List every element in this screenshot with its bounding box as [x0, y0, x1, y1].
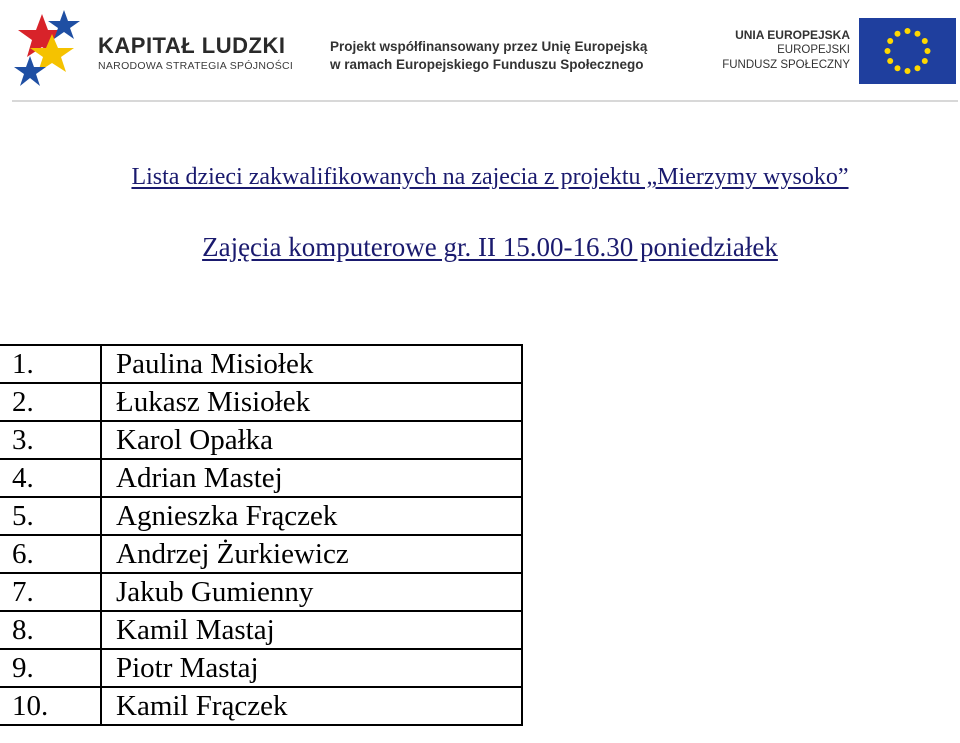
participant-name: Andrzej Żurkiewicz	[101, 535, 522, 573]
project-funding-line-2: w ramach Europejskiego Funduszu Społecznego	[330, 57, 644, 72]
row-number: 7.	[0, 573, 101, 611]
participant-name: Agnieszka Frączek	[101, 497, 522, 535]
document-subtitle: Zajęcia komputerowe gr. II 15.00-16.30 poniedziałek	[202, 232, 778, 262]
row-number: 5.	[0, 497, 101, 535]
participant-name: Piotr Mastaj	[101, 649, 522, 687]
eu-line-3: FUNDUSZ SPOŁECZNY	[722, 59, 850, 71]
document-title: Lista dzieci zakwalifikowanych na zajecia z projektu „Mierzymy wysoko”	[131, 164, 849, 190]
table-row	[0, 573, 522, 611]
table-row	[0, 497, 522, 535]
participant-name: Kamil Frączek	[101, 687, 522, 725]
project-funding-line-1: Projekt współfinansowany przez Unię Europejską	[330, 39, 648, 54]
participants-table	[0, 344, 523, 726]
table-row	[0, 611, 522, 649]
row-number: 9.	[0, 649, 101, 687]
table-row	[0, 383, 522, 421]
eu-line-2: EUROPEJSKI	[777, 44, 850, 56]
eu-flag-icon	[859, 18, 956, 84]
participant-name: Jakub Gumienny	[101, 573, 522, 611]
row-number: 6.	[0, 535, 101, 573]
eu-line-1: UNIA EUROPEJSKA	[735, 28, 850, 42]
table-row	[0, 687, 522, 725]
participant-name: Adrian Mastej	[101, 459, 522, 497]
table-row	[0, 535, 522, 573]
row-number: 4.	[0, 459, 101, 497]
row-number: 8.	[0, 611, 101, 649]
kapital-ludzki-logo	[12, 4, 92, 94]
table-row	[0, 421, 522, 459]
eu-text	[722, 28, 850, 73]
header-banner	[0, 0, 960, 103]
row-number: 1.	[0, 345, 101, 383]
table-row	[0, 345, 522, 383]
table-row	[0, 459, 522, 497]
table-row	[0, 649, 522, 687]
row-number: 2.	[0, 383, 101, 421]
participant-name: Karol Opałka	[101, 421, 522, 459]
row-number: 3.	[0, 421, 101, 459]
participant-name: Paulina Misiołek	[101, 345, 522, 383]
participant-name: Kamil Mastaj	[101, 611, 522, 649]
kapital-ludzki-title: KAPITAŁ LUDZKI	[98, 33, 286, 58]
participant-name: Łukasz Misiołek	[101, 383, 522, 421]
project-funding-text	[330, 38, 647, 74]
header-divider	[12, 100, 958, 102]
row-number: 10.	[0, 687, 101, 725]
kapital-ludzki-subtitle: NARODOWA STRATEGIA SPÓJNOŚCI	[98, 60, 294, 72]
